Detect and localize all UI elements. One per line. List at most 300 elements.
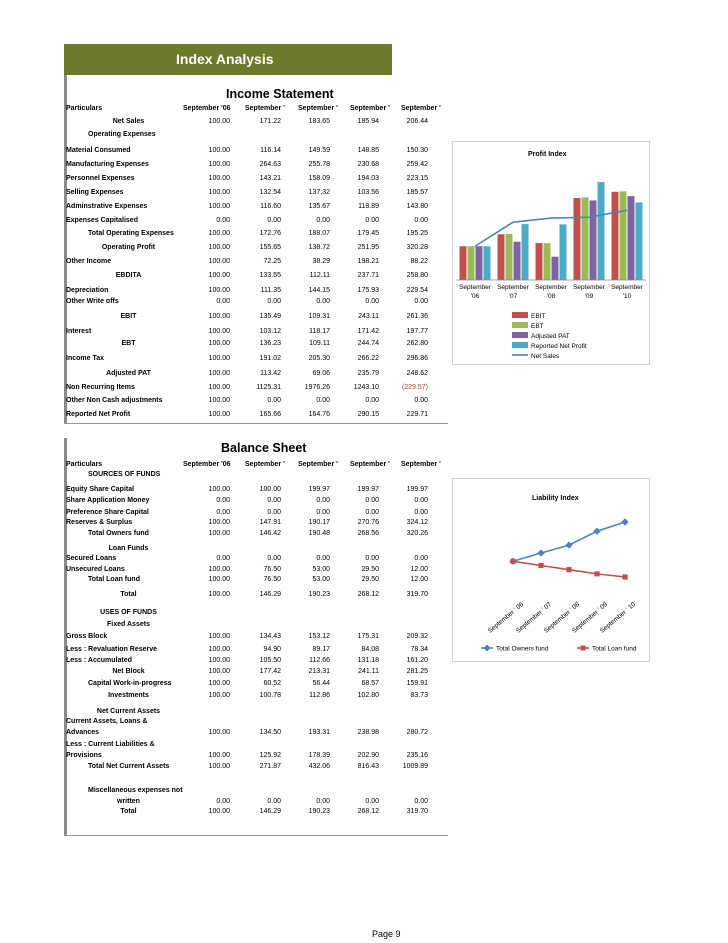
row-value: 268.12 (357, 808, 379, 815)
row-label: Preference Share Capital (66, 509, 149, 516)
row-value: 229.71 (406, 411, 428, 418)
profit-index-chart (452, 141, 650, 365)
row-label: Miscellaneous expenses not (88, 787, 183, 794)
row-value: 149.59 (308, 147, 330, 154)
row-value: 116.60 (260, 203, 281, 210)
data-marker (622, 574, 627, 579)
row-value: 100.78 (259, 692, 281, 699)
x-tick-label: '10 (622, 293, 632, 300)
row-label: Operating Expenses (88, 131, 156, 138)
row-value: 0.00 (216, 555, 230, 562)
row-label: Depreciation (66, 287, 109, 294)
row-value: 0.00 (267, 217, 281, 224)
row-value: 0.00 (267, 555, 281, 562)
row-value: 100.00 (208, 519, 230, 526)
row-value: 94.90 (263, 646, 281, 653)
row-value: 100.00 (208, 161, 230, 168)
row-value: 100.00 (208, 370, 230, 377)
row-value: 132.54 (259, 189, 281, 196)
row-value: 198.21 (357, 258, 379, 265)
row-value: 100.00 (208, 411, 230, 418)
row-value: 0.00 (414, 509, 428, 516)
row-value: 0.00 (414, 798, 428, 805)
row-label: EBIT (120, 313, 137, 320)
title-banner (64, 44, 392, 75)
row-value: 100.00 (208, 530, 230, 537)
row-value: 205.30 (308, 355, 330, 362)
row-value: 0.00 (414, 397, 428, 404)
row-value: 0.00 (216, 217, 230, 224)
row-label: Total Owners fund (88, 530, 149, 537)
row-value: 251.95 (357, 244, 379, 251)
income-statement-title: Income Statement (226, 87, 334, 101)
row-value: 100.00 (208, 355, 230, 362)
bar-reported-net-profit (598, 182, 605, 280)
row-value: 100.00 (208, 272, 230, 279)
row-value: 100.00 (208, 340, 230, 347)
row-value: 113.42 (260, 370, 281, 377)
row-value: 202.90 (357, 752, 379, 759)
row-value: 100.00 (208, 230, 230, 237)
row-value: 112.66 (309, 657, 330, 664)
row-value: 171.42 (357, 328, 379, 335)
row-label: Investments (108, 692, 149, 699)
row-label: Net Sales (112, 118, 145, 125)
legend-swatch (512, 342, 528, 348)
bar-reported-net-profit (636, 202, 643, 280)
x-tick-label: September ' 08 (542, 601, 582, 635)
row-label: Reserves & Surplus (66, 519, 133, 526)
data-marker (565, 541, 572, 548)
liability-index-chart (452, 478, 650, 662)
row-value: 100.00 (208, 147, 230, 154)
row-value: 0.00 (365, 217, 379, 224)
row-label: Adjusted PAT (106, 370, 151, 377)
row-value: 213.31 (308, 668, 330, 675)
row-value: 0.00 (316, 497, 330, 504)
legend-label: Net Sales (531, 353, 560, 360)
row-label: Manufacturing Expenses (66, 161, 149, 168)
row-value: 100.00 (208, 244, 230, 251)
row-value: 134.43 (259, 633, 281, 640)
row-value: 268.56 (357, 530, 379, 537)
row-value: 0.00 (365, 298, 379, 305)
row-value: 0.00 (365, 509, 379, 516)
row-label: Income Tax (66, 355, 104, 362)
row-value: 320.28 (406, 244, 428, 251)
row-label: Other Income (66, 258, 112, 265)
row-value: 136.23 (259, 340, 281, 347)
row-value: 68.57 (361, 680, 379, 687)
header-year: September ' (298, 461, 338, 468)
row-label: Loan Funds (108, 545, 149, 552)
row-value: 262.80 (406, 340, 428, 347)
header-year: September ' (401, 461, 441, 468)
row-value: 190.23 (308, 808, 330, 815)
x-tick-label: September ' 06 (486, 601, 526, 635)
row-value: 0.00 (216, 509, 230, 516)
data-marker (510, 559, 515, 564)
row-label: Non Recurring Items (66, 384, 135, 391)
row-value: 209.32 (406, 633, 428, 640)
row-value: 12.00 (410, 566, 428, 573)
row-value: 194.03 (357, 175, 379, 182)
row-label: Operating Profit (101, 244, 156, 251)
row-value: 248.62 (406, 370, 428, 377)
row-value: 1125.31 (256, 384, 281, 391)
row-value: 188.07 (308, 230, 330, 237)
row-value: 199.97 (406, 486, 428, 493)
header-particulars: Particulars (66, 461, 103, 468)
row-value: 100.00 (208, 591, 230, 598)
row-value: 100.00 (208, 808, 230, 815)
row-value: 135.49 (259, 313, 281, 320)
bar-adjusted-pat (590, 200, 597, 280)
row-label: Equity Share Capital (66, 486, 135, 493)
row-value: 144.15 (308, 287, 330, 294)
row-label: written (117, 798, 140, 805)
x-tick-label: September ' 10 (598, 601, 638, 635)
data-marker (621, 518, 628, 525)
row-value: 1009.89 (402, 763, 428, 770)
row-value: 100.00 (208, 692, 230, 699)
row-value: 235.79 (357, 370, 379, 377)
row-value: 319.70 (406, 808, 428, 815)
row-label: Advances (66, 729, 100, 736)
row-value: 125.92 (259, 752, 281, 759)
row-value: 0.00 (267, 397, 281, 404)
x-tick-label: '08 (546, 293, 556, 300)
row-value: 100.00 (208, 729, 230, 736)
row-value: 53.00 (312, 576, 330, 583)
row-label: Reported Net Profit (66, 411, 131, 418)
row-label: Interest (66, 328, 92, 335)
row-value: 244.74 (357, 340, 379, 347)
row-value: 100.00 (208, 633, 230, 640)
header-year: September '06 (183, 105, 231, 112)
bar-reported-net-profit (522, 224, 529, 280)
row-label: Total (120, 808, 137, 815)
row-value: 206.44 (406, 118, 428, 125)
row-label: Net Block (112, 668, 145, 675)
balance-sheet-title: Balance Sheet (221, 441, 307, 455)
data-marker (566, 567, 571, 572)
header-year: September ' (401, 105, 441, 112)
row-label: Other Non Cash adjustments (66, 397, 163, 404)
row-value: 100.00 (208, 328, 230, 335)
row-label: Other Write offs (66, 298, 119, 305)
row-value: 29.50 (361, 566, 379, 573)
row-value: 235.16 (406, 752, 428, 759)
bar-reported-net-profit (484, 246, 491, 280)
row-label: Selling Expenses (66, 189, 124, 196)
row-value: 100.00 (208, 175, 230, 182)
row-label: Fixed Assets (107, 621, 150, 628)
row-value: 0.00 (216, 497, 230, 504)
row-value: 76.50 (263, 576, 281, 583)
row-value: 72.25 (263, 258, 281, 265)
row-label: Gross Block (66, 633, 108, 640)
row-value: 100.00 (208, 384, 230, 391)
row-label: Unsecured Loans (66, 566, 125, 573)
row-value: 100.00 (208, 118, 230, 125)
row-value: 146.29 (259, 591, 281, 598)
row-label: EBDITA (115, 272, 142, 279)
row-value: 153.12 (308, 633, 330, 640)
profit-index-title: Profit Index (528, 151, 567, 158)
row-value: 138.72 (308, 244, 330, 251)
row-value: 143.21 (259, 175, 281, 182)
row-value: 258.80 (406, 272, 428, 279)
row-value: 102.80 (357, 692, 379, 699)
row-value: 165.66 (259, 411, 281, 418)
bar-ebit (498, 234, 505, 280)
legend-label: Reported Net Profit (531, 343, 587, 350)
row-label: Material Consumed (66, 147, 131, 154)
row-label: Secured Loans (66, 555, 117, 562)
bar-ebt (506, 234, 513, 280)
bar-reported-net-profit (560, 224, 567, 280)
legend-label: Adjusted PAT (531, 333, 570, 340)
row-value: 270.76 (357, 519, 379, 526)
x-tick-label: September (459, 284, 491, 291)
row-value: 199.97 (357, 486, 379, 493)
row-value: 320.26 (406, 530, 428, 537)
row-value: 0.00 (365, 555, 379, 562)
bar-adjusted-pat (628, 196, 635, 280)
row-label: Personnel Expenses (66, 175, 135, 182)
row-value: 1976.26 (304, 384, 330, 391)
row-value: 0.00 (267, 798, 281, 805)
row-value: 195.25 (406, 230, 428, 237)
row-value: 100.00 (208, 657, 230, 664)
liability-index-title: Liability Index (532, 495, 579, 502)
row-value: 290.15 (357, 411, 379, 418)
bar-ebt (468, 246, 475, 280)
row-value: 143.80 (406, 203, 428, 210)
legend-swatch (512, 332, 528, 338)
row-label: Total Operating Expenses (88, 230, 174, 237)
row-label: Provisions (66, 752, 102, 759)
data-marker (537, 549, 544, 556)
row-value: 100.00 (208, 397, 230, 404)
x-tick-label: September (611, 284, 643, 291)
row-value: 261.36 (406, 313, 428, 320)
legend-swatch (512, 312, 528, 318)
row-value: 0.00 (267, 497, 281, 504)
row-value: 118.17 (309, 328, 330, 335)
row-label: SOURCES OF FUNDS (88, 471, 161, 478)
x-tick-label: September ' 07 (514, 601, 554, 635)
row-value: 0.00 (414, 555, 428, 562)
balance-bottom-rule (64, 835, 448, 836)
row-value: 816.43 (357, 763, 379, 770)
row-value: 29.50 (361, 576, 379, 583)
row-label: EBT (121, 340, 136, 347)
row-value: 171.22 (259, 118, 281, 125)
row-value: 100.00 (208, 203, 230, 210)
row-value: 191.02 (259, 355, 281, 362)
row-value: 178.39 (308, 752, 330, 759)
left-border-top (64, 44, 67, 424)
row-label: Less : Accumulated (66, 657, 132, 664)
x-tick-label: September ' 09 (570, 601, 610, 635)
row-value: 147.91 (259, 519, 281, 526)
bar-ebt (620, 191, 627, 280)
row-value: 0.00 (414, 497, 428, 504)
row-value: 105.50 (259, 657, 281, 664)
row-value: 296.86 (406, 355, 428, 362)
row-value: 133.55 (259, 272, 281, 279)
row-value: 229.54 (406, 287, 428, 294)
row-value: 266.22 (357, 355, 379, 362)
row-value: 100.00 (208, 287, 230, 294)
row-value: 100.00 (208, 752, 230, 759)
row-value: 175.31 (357, 633, 379, 640)
row-value: 183.65 (308, 118, 330, 125)
income-bottom-rule (64, 423, 448, 424)
row-value: 259.42 (406, 161, 428, 168)
row-value: 100.00 (208, 576, 230, 583)
row-label: Share Application Money (66, 497, 150, 504)
header-year: September ' (298, 105, 338, 112)
row-value: 0.00 (414, 217, 428, 224)
row-value: 190.17 (308, 519, 330, 526)
row-value: 179.45 (357, 230, 379, 237)
header-year: September ' (350, 105, 390, 112)
row-value: 271.87 (259, 763, 281, 770)
row-value: 0.00 (316, 397, 330, 404)
legend-swatch (512, 322, 528, 328)
row-value: 76.50 (263, 566, 281, 573)
row-value: 100.00 (208, 313, 230, 320)
row-value: 137.32 (308, 189, 330, 196)
header-year: September ' (350, 461, 390, 468)
row-value: 243.11 (358, 313, 379, 320)
row-value: 193.31 (308, 729, 330, 736)
row-value: 100.00 (208, 646, 230, 653)
row-value: 69.06 (312, 370, 330, 377)
row-value: 116.14 (260, 147, 281, 154)
bar-adjusted-pat (514, 242, 521, 280)
data-marker (594, 571, 599, 576)
row-value: 255.78 (308, 161, 330, 168)
row-value: 148.85 (357, 147, 379, 154)
row-value: 281.25 (406, 668, 428, 675)
row-value: 238.98 (357, 729, 379, 736)
legend-marker (581, 646, 586, 651)
row-value: 0.00 (414, 298, 428, 305)
row-label: Less : Current Liabilities & (66, 741, 155, 748)
row-value: 0.00 (365, 798, 379, 805)
x-tick-label: September (535, 284, 567, 291)
row-value: 84.08 (361, 646, 379, 653)
legend-label: Total Loan fund (592, 645, 637, 653)
row-value: 0.00 (267, 509, 281, 516)
row-value: 0.00 (216, 298, 230, 305)
row-value: 0.00 (216, 798, 230, 805)
row-value: 100.00 (208, 668, 230, 675)
row-value: 150.30 (406, 147, 428, 154)
row-value: 280.72 (406, 729, 428, 736)
header-year: September '06 (183, 461, 231, 468)
row-value: 268.12 (357, 591, 379, 598)
data-marker (593, 528, 600, 535)
row-value: 53.00 (312, 566, 330, 573)
row-value: 0.00 (316, 509, 330, 516)
row-label: Capital Work-in-progress (88, 680, 172, 687)
bar-ebit (574, 198, 581, 280)
row-value: 223.15 (406, 175, 428, 182)
row-value: 100.00 (208, 486, 230, 493)
row-value: 135.67 (308, 203, 330, 210)
row-value: 100.00 (259, 486, 281, 493)
row-value: 241.11 (358, 668, 379, 675)
x-tick-label: '09 (584, 293, 594, 300)
row-value: 0.00 (316, 798, 330, 805)
row-value: 103.56 (357, 189, 379, 196)
x-tick-label: September (497, 284, 529, 291)
row-value: 0.00 (267, 298, 281, 305)
row-label: USES OF FUNDS (100, 609, 157, 616)
bar-ebt (544, 243, 551, 280)
row-value: 172.76 (259, 230, 281, 237)
row-label: Current Assets, Loans & (66, 718, 148, 725)
row-value: 134.50 (259, 729, 281, 736)
row-value: 161.20 (406, 657, 428, 664)
row-value: 60.52 (263, 680, 281, 687)
row-value: 146.42 (259, 530, 281, 537)
bar-ebit (460, 246, 467, 280)
row-value: 199.97 (308, 486, 330, 493)
legend-label: Total Owners fund (496, 645, 549, 653)
header-year: September ' (245, 461, 285, 468)
row-value: (229.57) (401, 384, 428, 391)
row-value: 111.35 (260, 287, 281, 294)
row-value: 38.29 (312, 258, 330, 265)
row-value: 158.09 (308, 175, 330, 182)
row-value: 112.11 (309, 272, 330, 279)
row-value: 78.34 (410, 646, 428, 653)
header-year: September ' (245, 105, 285, 112)
row-value: 89.17 (312, 646, 330, 653)
bar-ebt (582, 197, 589, 280)
row-value: 190.48 (308, 530, 330, 537)
row-value: 100.00 (208, 763, 230, 770)
row-value: 177.42 (259, 668, 281, 675)
x-tick-label: September (573, 284, 605, 291)
row-value: 175.93 (357, 287, 379, 294)
bar-ebit (612, 192, 619, 280)
row-label: Expenses Capitalised (66, 217, 138, 224)
row-value: 0.00 (316, 217, 330, 224)
row-label: Less : Revaluation Reserve (66, 646, 158, 653)
row-value: 155.65 (259, 244, 281, 251)
row-value: 56.44 (312, 680, 330, 687)
row-value: 103.12 (259, 328, 281, 335)
row-value: 112.86 (309, 692, 330, 699)
row-value: 230.68 (357, 161, 379, 168)
data-marker (538, 563, 543, 568)
row-value: 100.00 (208, 680, 230, 687)
row-value: 100.00 (208, 566, 230, 573)
row-label: Adminstrative Expenses (66, 203, 148, 210)
row-value: 146.29 (259, 808, 281, 815)
x-tick-label: '07 (508, 293, 518, 300)
row-value: 109.31 (308, 313, 330, 320)
row-value: 319.70 (406, 591, 428, 598)
row-value: 0.00 (365, 497, 379, 504)
